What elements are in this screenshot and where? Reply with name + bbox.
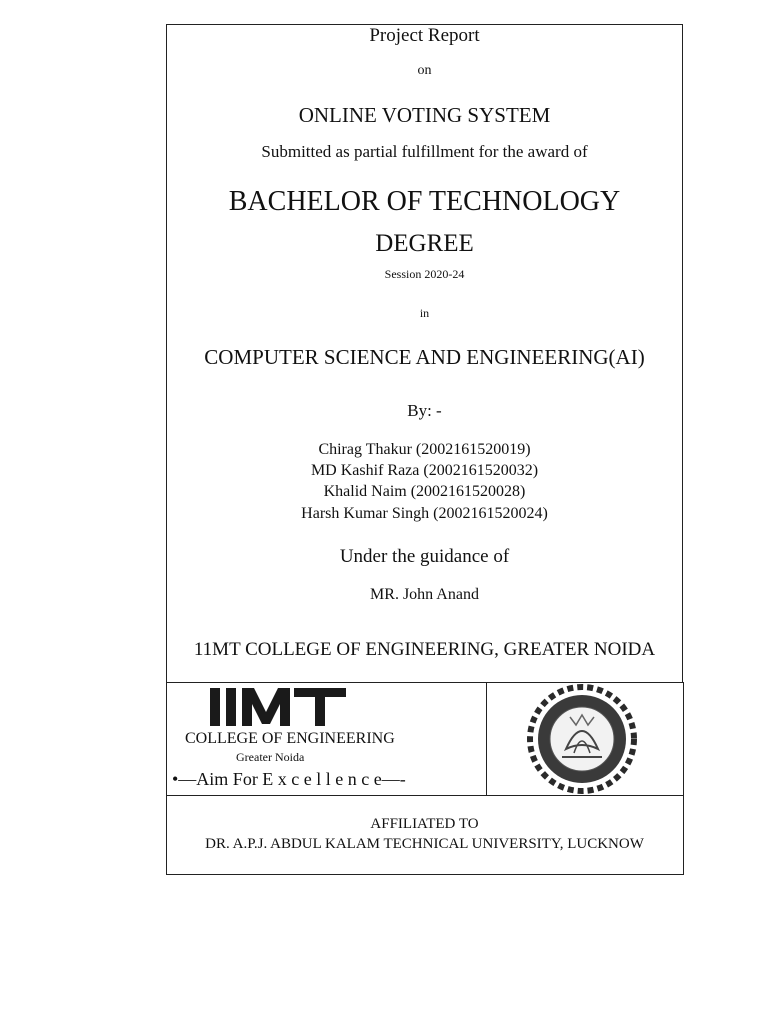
author-4: Harsh Kumar Singh (2002161520024) — [301, 505, 548, 522]
affiliated-to: AFFILIATED TO — [370, 816, 479, 832]
college-name: COLLEGE OF ENGINEERING — [185, 730, 395, 747]
by-label: By: - — [407, 401, 442, 420]
session-label: Session 2020-24 — [384, 267, 465, 281]
guidance-heading: Under the guidance of — [339, 546, 510, 567]
author-2: MD Kashif Raza (2002161520032) — [310, 462, 539, 479]
project-report-label: Project Report — [369, 25, 480, 46]
college-line: 11MT COLLEGE OF ENGINEERING, GREATER NOIDA — [193, 639, 656, 660]
logo-divider — [486, 682, 487, 796]
college-location: Greater Noida — [236, 750, 305, 764]
on-label: on — [417, 63, 432, 78]
iimt-logo — [210, 686, 348, 728]
guide-name: MR. John Anand — [370, 586, 479, 603]
author-1: Chirag Thakur (2002161520019) — [318, 441, 531, 458]
submitted-line: Submitted as partial fulfillment for the award of — [261, 142, 588, 161]
degree-line1: BACHELOR OF TECHNOLOGY — [228, 186, 621, 217]
university-seal-icon — [522, 684, 642, 794]
project-title: ONLINE VOTING SYSTEM — [298, 103, 551, 127]
college-motto: •—Aim For E x c e l l e n c e—- — [172, 769, 406, 789]
branch-title: COMPUTER SCIENCE AND ENGINEERING(AI) — [204, 345, 645, 369]
author-3: Khalid Naim (2002161520028) — [323, 483, 526, 500]
university-name: DR. A.P.J. ABDUL KALAM TECHNICAL UNIVERSITY, LUCKNOW — [205, 836, 644, 852]
degree-line2: DEGREE — [375, 230, 474, 257]
in-label: in — [419, 306, 430, 320]
logo-text: IIMT — [210, 686, 213, 687]
